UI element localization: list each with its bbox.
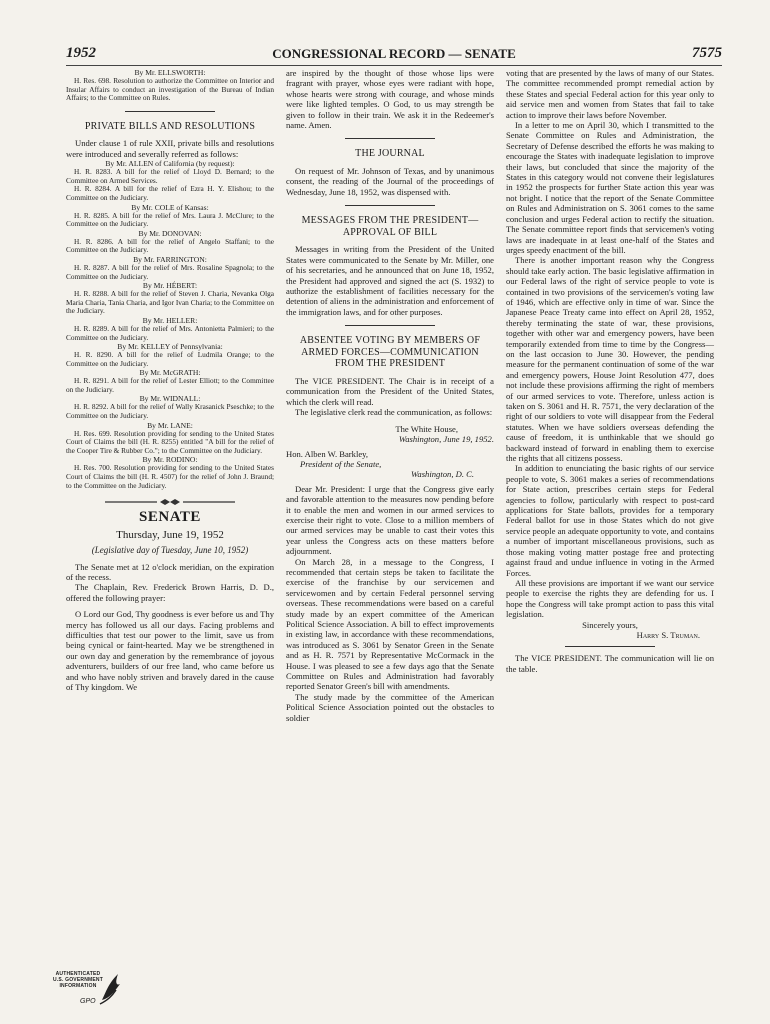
- sponsor-line: By Mr. HELLER:: [142, 315, 198, 325]
- column-1: [66, 68, 274, 693]
- sponsor-line: By Mr. McGRATH:: [139, 368, 201, 378]
- letter-heading: The White House,: [395, 423, 458, 434]
- body-paragraph: Under clause 1 of rule XXII, private bills and resolutions were introduced and severally referred as follows:: [66, 138, 274, 159]
- bill-entry: H. R. 8291. A bill for the relief of Lester Elliott; to the Committee on the Judiciary.: [66, 376, 274, 394]
- body-paragraph: The legislative clerk read the communication, as follows:: [295, 407, 493, 418]
- bill-entry: H. R. 8287. A bill for the relief of Mrs. Rosaline Spagnola; to the Committee on the Judiciary.: [66, 262, 274, 281]
- page-header: [66, 45, 722, 66]
- logo-text: AUTHENTICATED U.S. GOVERNMENT INFORMATION: [53, 971, 103, 989]
- sponsor-line: By Mr. FARRINGTON:: [133, 254, 207, 264]
- bill-entry: H. R. 8286. A bill for the relief of Angelo Staffani; to the Committee on the Judiciary.: [66, 236, 274, 255]
- resolution-entry: H. Res. 700. Resolution providing for sending to the United States Court of Claims the bill (H. R. 4507) for the relief of John J. Braund; to the Committee on the Judiciary.: [66, 463, 274, 490]
- section-rule: [345, 325, 435, 326]
- legislative-day: (Legislative day of Tuesday, June 10, 1952): [91, 544, 249, 555]
- sponsor-line: By Mr. COLE of Kansas:: [131, 202, 209, 212]
- gpo-authentication-logo: [50, 970, 124, 1010]
- resolution-entry: H. Res. 698. Resolution to authorize the Committee on Interior and Insular Affairs to conduct an investigation of the Bureau of Indian Affairs; to the Committee on Rules.: [66, 76, 274, 103]
- prayer-paragraph: O Lord our God, Thy goodness is ever before us and Thy mercy has followed us all our days. Facing problems and difficulties that test our power to the limit, save us from being cynical or faint-hearted. May we be strengthened in our own day and generation by the remembrance of joyous adventurers, builders of our free land, who came before us and who have nobly striven and bravely dared in the cause of Thy kingdom. We: [66, 609, 274, 693]
- bill-entry: H. R. 8288. A bill for the relief of Steven J. Charia, Nevanka Olga Maria Charia, Tania Charia, and Igor Ivan Charia; to the Committee on the Judiciary.: [66, 289, 274, 316]
- section-rule: [345, 205, 435, 206]
- body-paragraph: The Senate met at 12 o'clock meridian, on the expiration of the recess.: [66, 561, 274, 583]
- letter-paragraph: In addition to enunciating the basic rights of our service people to vote, S. 3061 makes a series of recommendations for State action, prescribes certain steps for Federal agencies to follow, particularly with respect to post-card applications for State ballots, provides for a temporary Federal ballot for use in those States which do not give service people an adequate opportunity to vote, and contains a number of important miscellaneous provisions, such as those making voting matter postage free and protecting against fraud and undue influence in voting in the Armed Forces.: [506, 463, 714, 578]
- sponsor-line: By Mr. WIDNALL:: [139, 394, 201, 404]
- bill-entry: H. R. 8284. A bill for the relief of Ezra H. Y. Elishou; to the Committee on the Judiciary.: [66, 184, 274, 202]
- sponsor-line: By Mr. LANE:: [147, 420, 193, 430]
- header-year: 1952: [66, 45, 96, 61]
- body-paragraph: The Chaplain, Rev. Frederick Brown Harris, D. D., offered the following prayer:: [66, 582, 274, 603]
- senate-heading: SENATE: [139, 509, 201, 526]
- section-heading: THE JOURNAL: [355, 148, 425, 160]
- letter-paragraph: voting that are presented by the laws of many of our States. The committee recommended prompt remedial action by these States and special Federal action for this year only to aid service men and women from States that fail to take action to improve their laws before November.: [506, 68, 714, 120]
- section-heading: MESSAGES FROM THE PRESIDENT—APPROVAL OF BILL: [301, 215, 479, 238]
- sponsor-line: By Mr. KELLEY of Pennsylvania:: [117, 342, 223, 352]
- sponsor-line: By Mr. ELLSWORTH:: [134, 68, 206, 77]
- body-paragraph: The VICE PRESIDENT. The Chair is in receipt of a communication from the President of the United States, which the clerk will read.: [286, 376, 494, 407]
- bill-entry: H. R. 8289. A bill for the relief of Mrs. Antonietta Palmieri; to the Committee on the Judiciary.: [66, 323, 274, 342]
- sponsor-line: By Mr. HÉBERT:: [142, 281, 198, 291]
- section-rule: [565, 646, 655, 647]
- column-3: [506, 68, 714, 674]
- letter-paragraph: In a letter to me on April 30, which I transmitted to the Senate Committee on Rules and Administration, the Secretary of Defense described the efforts he was making to encourage the States with inadequate legislation to improve their laws, but concluded that since the majority of the States in this category would not convene their legislatures in 1952 the prospects for further State action this year was not bright. I notice that the report of the Senate Committee on Rules and Administration on S. 3061 comes to the same conclusion and urges Federal action to rectify the situation. The Senate committee report finds that servicemen's voting laws are inadequate in at least one-half of the States and urges speedy enactment of the bill.: [506, 120, 714, 255]
- prayer-continuation: are inspired by the thought of those whose lips were fragrant with prayer, whose eyes were radiant with hope, whose hearts were strong with courage, and whose minds were like lighted temples. O God, to us may strength be given to follow in their train. We ask it in the Redeemer's name. Amen.: [286, 68, 494, 131]
- letter-paragraph: Dear Mr. President: I urge that the Congress give early and favorable attention to the measures now pending before it to enable the men and women in our armed services to exercise their right to vote. Close to a million members of our armed services may be unable to cast their votes this year unless the Congress acts on these matters before adjournment.: [286, 483, 494, 557]
- ornament-divider: [105, 498, 235, 506]
- logo-gpo-label: GPO: [80, 998, 96, 1005]
- bill-entry: H. R. 8290. A bill for the relief of Ludmila Orange; to the Committee on the Judiciary.: [66, 350, 274, 368]
- body-paragraph: The VICE PRESIDENT. The communication will lie on the table.: [506, 653, 714, 674]
- letter-paragraph: There is another important reason why the Congress should take early action. The basic legislative affirmation in our Federal laws of the right of service people to vote is contained in two provisions of the servicemen's voting law of 1946, which are effective only in time of war. Since the Japanese Peace Treaty came into effect on April 28, 1952, thereby terminating the state of war, these provisions, together with other war and emergency powers, have been temporarily extended from time to time by the Congress—on the last occasion to June 30. However, the pending measure for the permanent continuation of some of the war and emergency powers, House Joint Resolution 477, does not include these provisions affirming the right of members of our armed services to vote. Therefore, unless action is taken on S. 3061 and H. R. 7571, the very declaration of the right of our soldiers to vote will disappear from the Federal statutes. When we have soldiers overseas defending the cause of freedom, it is unthinkable that we should go backward instead of forward in enabling them to exercise the rights that all citizens possess.: [506, 255, 714, 464]
- sponsor-line: By Mr. DONOVAN:: [138, 228, 202, 238]
- bill-entry: H. R. 8292. A bill for the relief of Wally Krasanick Pseschke; to the Committee on the Judiciary.: [66, 402, 274, 421]
- bill-entry: H. R. 8283. A bill for the relief of Lloyd D. Bernard; to the Committee on Armed Services.: [66, 167, 274, 185]
- section-rule: [345, 138, 435, 139]
- letter-paragraph: All these provisions are important if we want our service people to exercise the rights they are defending for us. I hope the Congress will take prompt action to pass this vital legislation.: [506, 577, 714, 620]
- letter-signature: Harry S. Truman.: [636, 629, 700, 640]
- sponsor-line: By Mr. RODINO:: [142, 455, 198, 465]
- letter-paragraph: On March 28, in a message to the Congress, I recommended that certain steps be taken to facilitate the exercise of the franchise by our servicemen and servicewomen and by certain Federal personnel serving overseas. These recommendations were based on a careful study made by an expert committee of the American Political Science Association. A bill to effect improvements in existing law, in accordance with these recommendations, was introduced as S. 3061 by Senator Green in the Senate and as H. R. 7571 by Representative McCormack in the House. I was pleased to see a few days ago that the Senate Committee on Rules and Administration had favorably reported Senator Green's bill with amendments.: [286, 556, 494, 692]
- letter-date: Washington, June 19, 1952.: [398, 434, 494, 445]
- letter-addressee: Hon. Alben W. Barkley,: [286, 448, 369, 459]
- letter-closing: Sincerely yours,: [582, 619, 638, 630]
- session-date: Thursday, June 19, 1952: [116, 528, 224, 541]
- section-heading: PRIVATE BILLS AND RESOLUTIONS: [84, 120, 256, 132]
- bill-entry: H. R. 8285. A bill for the relief of Mrs. Laura J. McClure; to the Committee on the Judiciary.: [66, 210, 274, 229]
- section-heading: ABSENTEE VOTING BY MEMBERS OF ARMED FORCES—COMMUNICATION FROM THE PRESIDENT: [299, 335, 481, 370]
- letter-paragraph: The study made by the committee of the American Political Science Association pointed out the obstacles to soldier: [286, 691, 494, 723]
- column-2: [286, 68, 494, 723]
- section-rule: [125, 111, 215, 112]
- sponsor-line: By Mr. ALLEN of California (by request):: [105, 159, 235, 169]
- header-page-number: 7575: [692, 45, 722, 61]
- letter-addressee-city: Washington, D. C.: [411, 469, 474, 480]
- body-paragraph: On request of Mr. Johnson of Texas, and by unanimous consent, the reading of the Journal of the proceedings of Wednesday, June 18, 1952, was dispensed with.: [286, 166, 494, 197]
- resolution-entry: H. Res. 699. Resolution providing for sending to the United States Court of Claims the bill (H. R. 8255) entitled "A bill for the relief of the Cooper Tire & Rubber Co."; to the Committee on the Judiciary.: [66, 428, 274, 455]
- eagle-icon: [98, 970, 124, 1006]
- header-title: CONGRESSIONAL RECORD — SENATE: [272, 46, 516, 61]
- letter-addressee-title: President of the Senate,: [300, 458, 382, 469]
- body-paragraph: Messages in writing from the President of the United States were communicated to the Senate by Mr. Miller, one of his secretaries, and he announced that on June 18, 1952, the President had approved and signed the act (S. 1932) to authorize the establishment of facilities necessary for the detention of aliens in the administration and enforcement of the immigration laws, and for other purposes.: [286, 244, 494, 317]
